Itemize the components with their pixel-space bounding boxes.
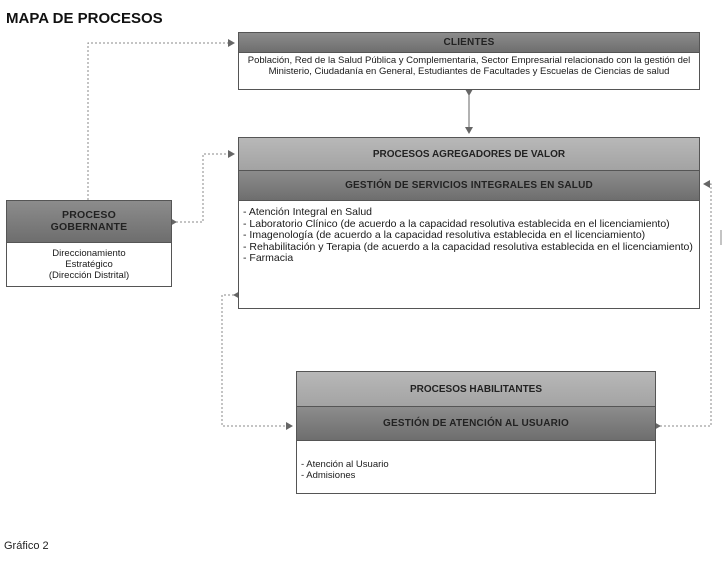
list-item: - Admisiones: [301, 470, 356, 481]
habilitantes-list: [297, 441, 655, 481]
habilitantes-subheader: GESTIÓN DE ATENCIÓN AL USUARIO: [297, 407, 655, 441]
procesos-agregadores-box: [238, 137, 700, 309]
agregadores-subheader: GESTIÓN DE SERVICIOS INTEGRALES EN SALUD: [239, 171, 699, 201]
gobernante-header-line1: PROCESO: [62, 209, 116, 221]
proceso-gobernante-box: [6, 200, 172, 287]
list-item: - Atención Integral en Salud: [243, 206, 373, 218]
gobernante-text-line3: (Dirección Distrital): [48, 270, 130, 281]
gobernante-text-line1: Direccionamiento: [52, 248, 126, 259]
connector-gobernante-agregadores: [176, 154, 234, 222]
clientes-header: CLIENTES: [239, 33, 699, 53]
connector-gobernante-clientes: [88, 43, 234, 200]
gobernante-text: [7, 243, 171, 281]
agregadores-header: PROCESOS AGREGADORES DE VALOR: [239, 138, 699, 171]
gobernante-header: [7, 201, 171, 243]
figure-caption: Gráfico 2: [4, 540, 49, 552]
procesos-habilitantes-box: [296, 371, 656, 494]
gobernante-header-line2: GOBERNANTE: [50, 221, 128, 233]
list-item: - Rehabilitación y Terapia (de acuerdo a la capacidad resolutiva establecida en el licenciamiento): [243, 240, 693, 253]
list-item: - Laboratorio Clínico (de acuerdo a la capacidad resolutiva establecida en el licenciamiento): [243, 217, 670, 230]
list-item: - Imagenología (de acuerdo a la capacidad resolutiva establecida en el licenciamiento): [243, 229, 646, 242]
clientes-box: [238, 32, 700, 90]
connector-agregadores-habilitantes-left: [222, 295, 292, 426]
habilitantes-header: PROCESOS HABILITANTES: [297, 372, 655, 407]
page-title: MAPA DE PROCESOS: [6, 10, 163, 27]
list-item: - Atención al Usuario: [301, 459, 389, 470]
gobernante-text-line2: Estratégico: [65, 259, 113, 270]
list-item: - Farmacia: [243, 252, 294, 265]
clientes-text: Población, Red de la Salud Pública y Complementaria, Sector Empresarial relacionado con la gestión del Ministerio, Ciudadanía en General, Estudiantes de Facultades y Escuelas de Ciencias de salud: [247, 55, 691, 77]
agregadores-list: [239, 201, 699, 265]
